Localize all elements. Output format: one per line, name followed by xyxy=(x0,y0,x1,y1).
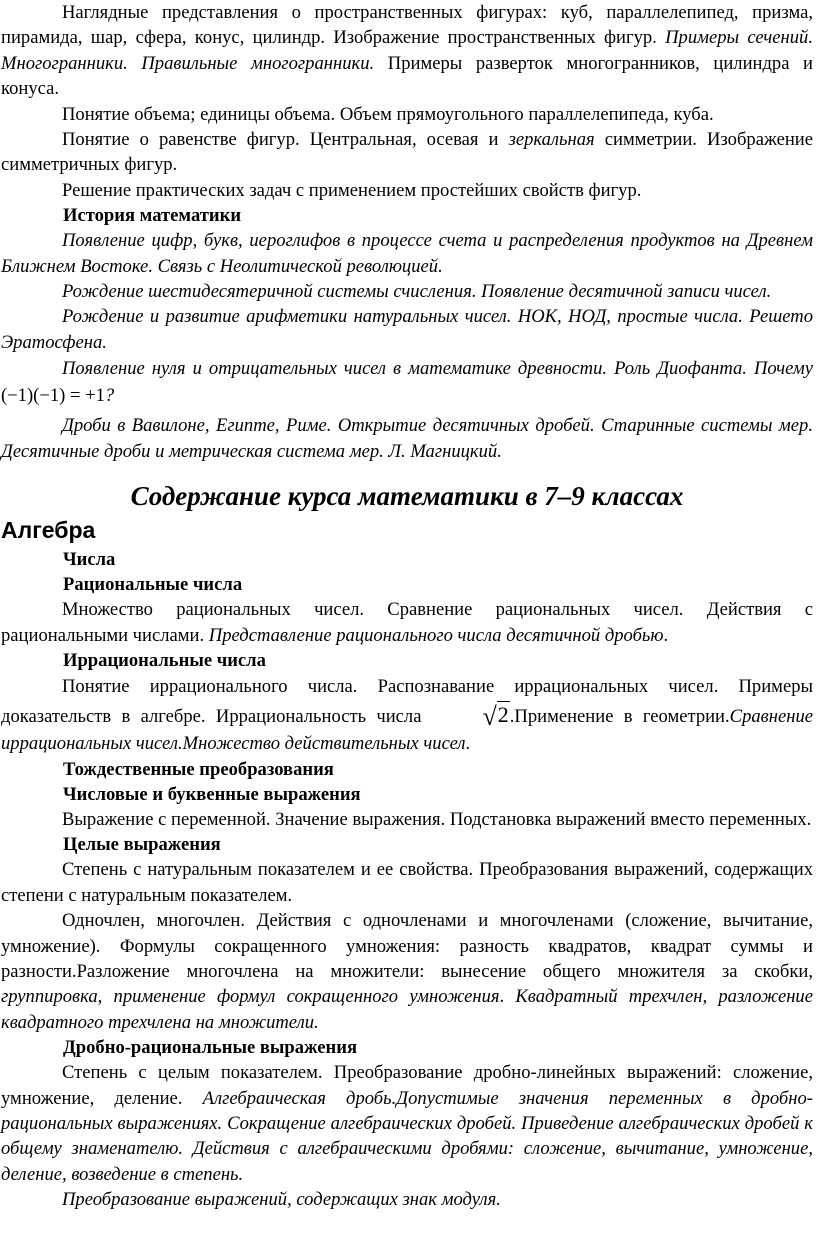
fraction-expressions-heading: Дробно-рациональные выражения xyxy=(63,1037,358,1059)
sqrt-two-formula: √2 xyxy=(482,701,509,731)
rational-paragraph: Множество рациональных чисел. Сравнение рациональных чисел. Действия с рациональными числами. Представление рационального числа десятичной дробью. xyxy=(1,599,813,646)
irrational-paragraph: Понятие иррационального числа. Распознавание иррациональных чисел. Примеры доказательств в алгебре. Иррациональность числа √2.Применение в геометрии.Сравнение иррациональных чисел.Множество действительных чисел. xyxy=(1,675,813,754)
whole-expressions-heading: Целые выражения xyxy=(63,834,221,856)
algebra-heading: Алгебра xyxy=(1,517,96,544)
geometry-paragraph-3: Понятие о равенстве фигур. Центральная, осевая и зеркальная симметрии. Изображение симметричных фигур. xyxy=(1,129,813,176)
history-paragraph-4: Появление нуля и отрицательных чисел в математике древности. Роль Диофанта. Почему (−1)(−1) = +1? xyxy=(1,358,813,407)
expressions-heading: Числовые и буквенные выражения xyxy=(63,783,361,805)
irrational-heading: Иррациональные числа xyxy=(63,649,266,671)
identity-heading: Тождественные преобразования xyxy=(63,758,334,780)
history-paragraph-2: Рождение шестидесятеричной системы счисления. Появление десятичной записи чисел. xyxy=(62,281,772,303)
geometry-paragraph-4: Решение практических задач с применением простейших свойств фигур. xyxy=(62,179,642,201)
fraction-paragraph: Степень с целым показателем. Преобразование дробно-линейных выражений: сложение, умножение, деление. Алгебраическая дробь.Допустимые значения переменных в дробно-рациональных выражениях. Сокращение алгебраических дробей. Приведение алгебраических дробей к общему знаменателю. Действия с алгебраическими дробями: сложение, вычитание, умножение, деление, возведение в степень. xyxy=(1,1062,813,1185)
course-title: Содержание курса математики в 7–9 классах xyxy=(130,481,684,512)
whole-paragraph-2: Одночлен, многочлен. Действия с одночленами и многочленами (сложение, вычитание, умножение). Формулы сокращенного умножения: разность квадратов, квадрат суммы и разности.Разложение многочлена на множители: вынесение общего множителя за скобки, группировка, применение формул сокращенного умножения. Квадратный трехчлен, разложение квадратного трехчлена на множители. xyxy=(1,910,813,1033)
history-heading: История математики xyxy=(63,205,242,227)
rational-heading: Рациональные числа xyxy=(63,574,243,596)
geometry-paragraph-2: Понятие объема; единицы объема. Объем прямоугольного параллелепипеда, куба. xyxy=(62,103,714,125)
history-paragraph-3: Рождение и развитие арифметики натуральных чисел. НОК, НОД, простые числа. Решето Эратосфена. xyxy=(1,306,813,353)
expressions-paragraph: Выражение с переменной. Значение выражения. Подстановка выражений вместо переменных. xyxy=(62,808,812,830)
history-paragraph-1: Появление цифр, букв, иероглифов в процессе счета и распределения продуктов на Древнем Ближнем Востоке. Связь с Неолитической революцией. xyxy=(1,230,813,277)
geometry-paragraph-1: Наглядные представления о пространственных фигурах: куб, параллелепипед, призма, пирамида, шар, сфера, конус, цилиндр. Изображение пространственных фигур. Примеры сечений. Многогранники. Правильные многогранники. Примеры разверток многогранников, цилиндра и конуса. xyxy=(1,2,814,100)
numbers-heading: Числа xyxy=(63,549,116,571)
history-paragraph-5: Дроби в Вавилоне, Египте, Риме. Открытие десятичных дробей. Старинные системы мер. Десятичные дроби и метрическая система мер. Л. Магницкий. xyxy=(1,415,813,462)
whole-paragraph-1: Степень с натуральным показателем и ее свойства. Преобразования выражений, содержащих степени с натуральным показателем. xyxy=(1,859,813,906)
modulus-paragraph: Преобразование выражений, содержащих знак модуля. xyxy=(62,1189,501,1211)
formula-minus-one-squared: (−1)(−1) = +1 xyxy=(1,385,105,407)
